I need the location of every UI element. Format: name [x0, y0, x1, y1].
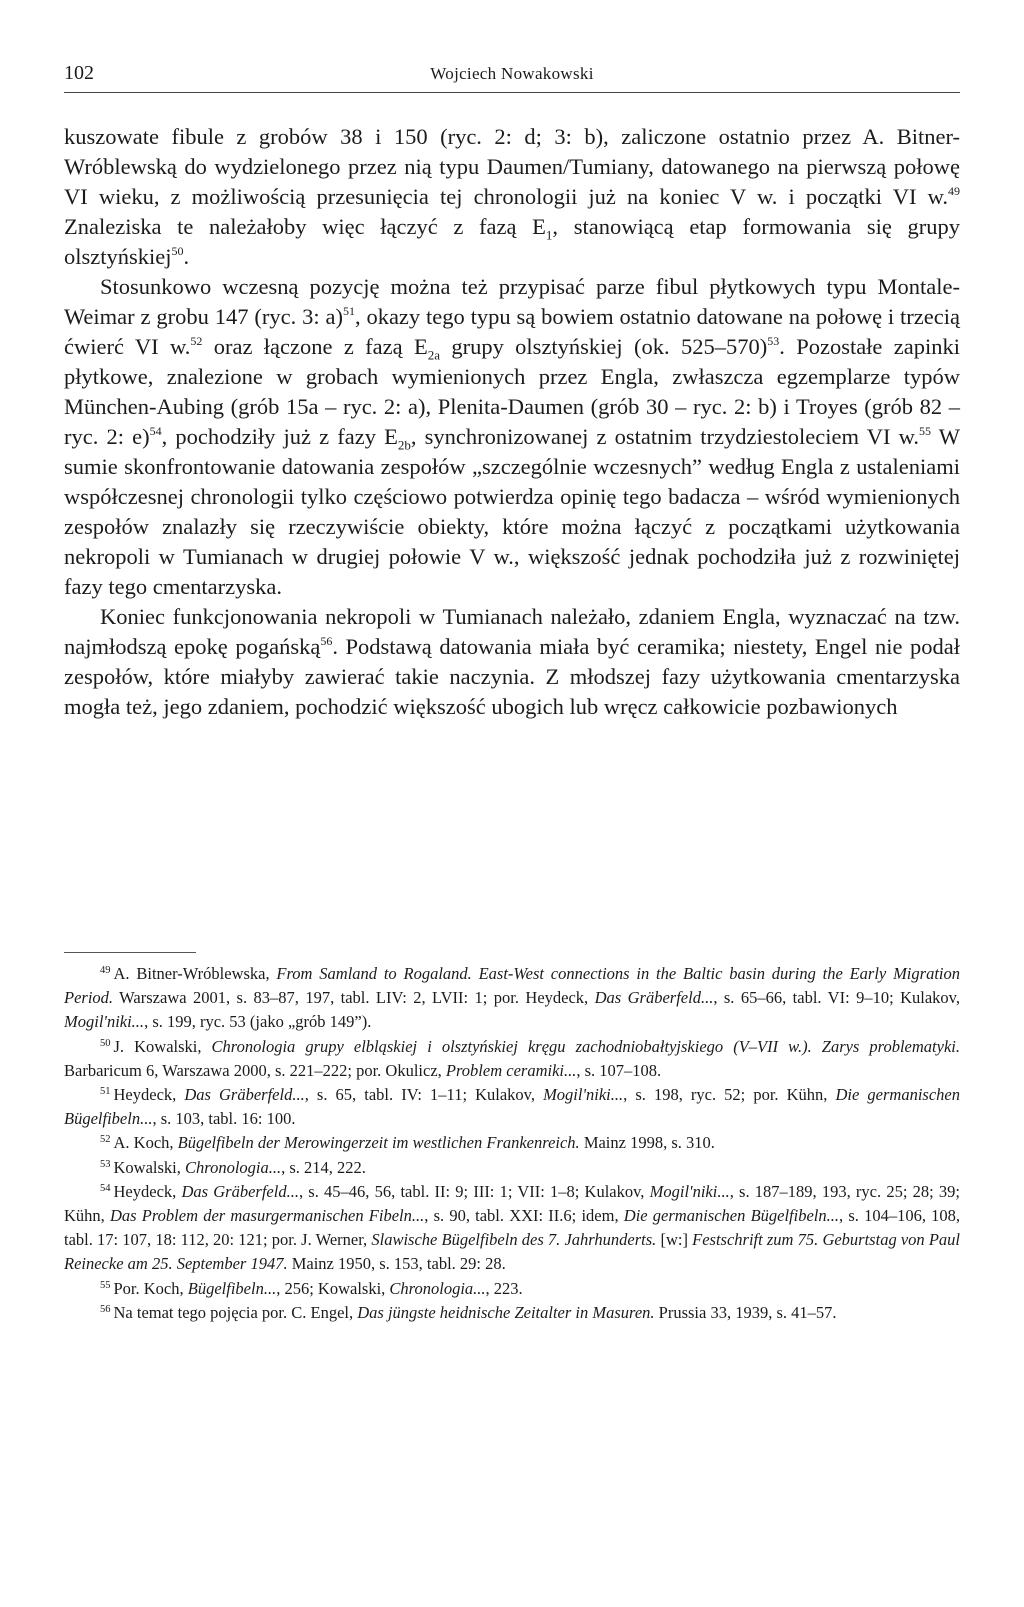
footnote-52: $^{52}$ A. Koch, Bügelfibeln der Merowingerzeit im westlichen Frankenreich. Mainz 1998, s. 310. [100, 1133, 715, 1153]
footnote-ref[interactable]: 55 [919, 424, 931, 438]
paragraph: Koniec funkcjonowania nekropoli w Tumianach należało, zdaniem Engla, wyznaczać na tzw. najmłodszą epokę pogańską$^{56}$. Podstawą datowania miała być ceramika; niestety, Engel nie podał zespołów, które miałyby zawierać takie naczynia. Z młodszej fazy użytkowania cmentarzyska mogła też, jego zdaniem, pochodzić większość ubogich lub wręcz całkowicie pozbawionych [64, 604, 961, 719]
paragraph: kuszowate fibule z grobów 38 i 150 (ryc. 2: d; 3: b), zaliczone ostatnio przez A. Bitner-Wróblewską do wydzielonego przez nią typu Daumen/Tumiany, datowanego na pierwszą połowę VI wieku, z możliwością przesunięcia tej chronologii już na koniec V w. i początki VI w.$^{49}$ Znaleziska te należałoby więc łączyć z fazą $E_1$, stanowiącą etap formowania się grupy olsztyńskiej$^{50}$. [64, 124, 960, 269]
main-text [64, 122, 960, 722]
footnote-ref[interactable]: 56 [320, 634, 333, 648]
page-number: 102 [64, 62, 94, 84]
footnote-50: $^{50}$ J. Kowalski, Chronologia grupy elbląskiej i olsztyńskiej kręgu zachodniobałtyjskiego (V–VII w.). Zarys problematyki. Barbaricum 6, Warszawa 2000, s. 221–222; por. Okulicz, Problem ceramiki..., s. 107–108. [64, 1036, 960, 1080]
footnote-separator [64, 952, 196, 953]
footnote-56: $^{56}$ Na temat tego pojęcia por. C. Engel, Das jüngste heidnische Zeitalter in Masuren. Prussia 33, 1939, s. 41–57. [100, 1302, 837, 1322]
footnote-55: $^{55}$ Por. Koch, Bügelfibeln..., 256; Kowalski, Chronologia..., 223. [100, 1278, 523, 1298]
footnote-53: $^{53}$ Kowalski, Chronologia..., s. 214, 222. [100, 1157, 366, 1177]
paragraph: Stosunkowo wczesną pozycję można też przypisać parze fibul płytkowych typu Montale-Weimar z grobu 147 (ryc. 3: a)$^{51}$, okazy tego typu są bowiem ostatnio datowane na połowę i trzecią ćwierć VI w.$^{52}$ oraz łączone z fazą $E_{2a}$ grupy olsztyńskiej (ok. 525–570)$^{53}$. Pozostałe zapinki płytkowe, znalezione w grobach wymienionych przez Engla, zwłaszcza egzemplarze typów München-Aubing (grób 15a – ryc. 2: a), Plenita-Daumen (grób 30 – ryc. 2: b) i Troyes (grób 82 – ryc. 2: e)$^{54}$, pochodziły już z fazy $E_{2b}$, synchronizowanej z ostatnim trzydziestoleciem VI w.$^{55}$ W sumie skonfrontowanie datowania zespołów „szczególnie wczesnych” według Engla z ustaleniami współczesnej chronologii tylko częściowo potwierdza opinię tego badacza – wśród wymienionych zespołów znalazły się rzeczywiście obiekty, które można łączyć z początkami użytkowania nekropoli w Tumianach w drugiej połowie V w., większość jednak pochodziła już z rozwiniętej fazy tego cmentarzyska. [64, 274, 960, 599]
footnote-51: $^{51}$ Heydeck, Das Gräberfeld..., s. 65, tabl. IV: 1–11; Kulakov, Mogil'niki..., s. 198, ryc. 52; por. Kühn, Die germanischen Bügelfibeln..., s. 103, tabl. 16: 100. [64, 1085, 960, 1129]
footnote-ref[interactable]: 49 [948, 184, 960, 198]
page-header [64, 62, 960, 93]
running-head-author: Wojciech Nowakowski [430, 64, 594, 83]
footnote-ref[interactable]: 50 [171, 244, 184, 258]
footnote-ref[interactable]: 52 [190, 334, 203, 348]
footnote-54: $^{54}$ Heydeck, Das Gräberfeld..., s. 45–46, 56, tabl. II: 9; III: 1; VII: 1–8; Kulakov, Mogil'niki..., s. 187–189, 193, ryc. 25; 28; 39; Kühn, Das Problem der masurgermanischen Fibeln..., s. 90, tabl. XXI: II.6; idem, Die germanischen Bügelfibeln..., s. 104–106, 108, tabl. 17: 107, 18: 112, 20: 121; por. J. Werner, Slawische Bügelfibeln des 7. Jahrhunderts. [w:] Festschrift zum 75. Geburtstag von Paul Reinecke am 25. September 1947. Mainz 1950, s. 153, tabl. 29: 28. [64, 1181, 961, 1274]
footnote-49: $^{49}$ A. Bitner-Wróblewska, From Samland to Rogaland. East-West connections in the Baltic basin during the Early Migration Period. Warszawa 2001, s. 83–87, 197, tabl. LIV: 2, LVII: 1; por. Heydeck, Das Gräberfeld..., s. 65–66, tabl. VI: 9–10; Kulakov, Mogil'niki..., s. 199, ryc. 53 (jako „grób 149”). [64, 964, 960, 1032]
footnote-ref[interactable]: 53 [767, 334, 780, 348]
footnote-ref[interactable]: 51 [342, 304, 355, 318]
footnotes [64, 962, 960, 1325]
footnote-ref[interactable]: 54 [149, 424, 162, 438]
